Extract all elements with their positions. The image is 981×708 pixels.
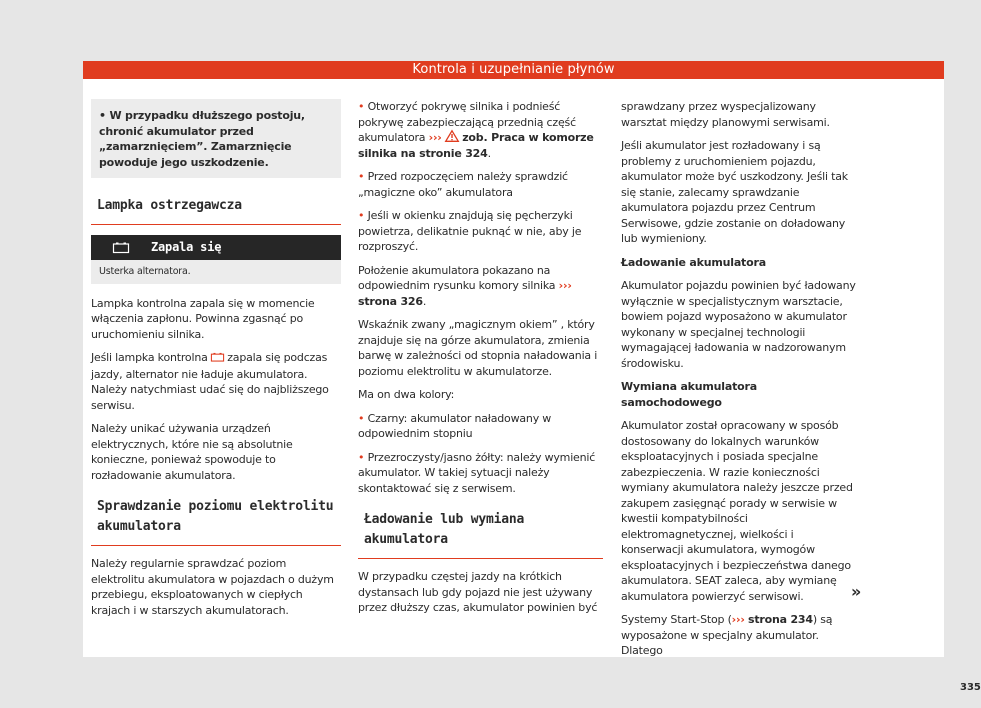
text: . [422,294,427,308]
paragraph: sprawdzany przez wyspecjalizowany warsztat między planowymi serwisami. [621,100,830,129]
paragraph [621,612,858,659]
reference-arrow: ››› [428,131,442,144]
page-number: 335 [960,682,981,693]
text: Jeśli lampka kontrolna [91,351,208,364]
column-3 [621,99,858,667]
continue-arrow: » [851,582,862,601]
paragraph: Lampka kontrolna zapala się w momencie włączenia zapłonu. Powinna zgasnąć po uruchomieniu silnika. [91,296,315,341]
notice-box [91,99,341,178]
paragraph: Akumulator pojazdu powinien być ładowany wyłącznie w specjalistycznym warsztacie, bowiem pojazd wyposażono w akumulator wykonany w specjalnej technologii wymagającej ładowania w nadzorowanym środowisku. [621,279,856,370]
text: Położenie akumulatora pokazano na odpowiednim rysunku komory silnika [358,263,556,292]
subheading-replacement: Wymiana akumulatora samochodowego [621,380,757,409]
text: zapala się podczas jazdy, alternator nie ładuje akumulatora. Należy natychmiast udać się do najbliższego serwisu. [91,351,329,412]
paragraph: Akumulator został opracowany w sposób dostosowany do lokalnych warunków eksploatacyjnych i posiada specjalne zabezpieczenia. W razie konieczności wymiany akumulatora należy jeszcze przed zakupem zasięgnąć porady w serwisie w kwestii kompatybilności elektromagnetycznej, wielkości i konserwacji akumulatora, wymogów eksploatacyjnych i bezpieczeństwa danego akumulatora. SEAT zaleca, aby wymianę akumulatora powierzyć serwisowi. [621,419,853,603]
page-reference-link[interactable]: strona 326 [358,294,423,308]
warning-triangle-icon [445,130,459,142]
notice-text: • W przypadku dłuższego postoju, chronić akumulator przed „zamarznięciem”. Zamarznięcie powoduje jego uszkodzenie. [99,108,333,170]
battery-icon [211,351,224,367]
text: Systemy Start-Stop ( [621,613,732,626]
text: Otworzyć pokrywę silnika i podnieść pokrywę zabezpieczającą przednią część akumulatora [358,100,576,144]
heading-electrolyte-level: Sprawdzanie poziomu elektrolitu akumulatora [91,497,341,546]
column-1 [91,99,341,626]
page-reference-link[interactable]: zob. Praca w komorze silnika na stronie 324 [358,131,594,160]
paragraph [358,263,603,310]
heading-charging-replacement: Ładowanie lub wymiana akumulatora [358,510,603,559]
page-header: Kontrola i uzupełnianie płynów [83,61,944,79]
lamp-table-header [91,235,341,260]
heading-warning-lamp: Lampka ostrzegawcza [91,196,341,225]
paragraph [91,350,341,413]
paragraph: Wskaźnik zwany „magicznym okiem” , który znajduje się na górze akumulatora, zmienia barwę w zależności od stopnia naładowania i poziomu elektrolitu w akumulatorze. [358,318,598,378]
text: . [487,146,491,160]
paragraph: Należy regularnie sprawdzać poziom elektrolitu akumulatora w pojazdach o dużym przebiegu, eksploatowanych w ciepłych krajach i w starszych akumulatorach. [91,557,334,617]
paragraph: Należy unikać używania urządzeń elektrycznych, które nie są absolutnie konieczne, ponieważ spowoduje to rozładowanie akumulatora. [91,422,293,482]
battery-icon [91,242,151,253]
subheading-charging: Ładowanie akumulatora [621,255,766,269]
bullet-item [358,99,603,161]
reference-arrow: ››› [731,613,745,626]
bullet-item: • Jeśli w okienku znajdują się pęcherzyki powietrza, delikatnie puknąć w nie, aby je rozproszyć. [358,208,603,255]
bullet-item: • Czarny: akumulator naładowany w odpowiednim stopniu [358,411,603,442]
reference-arrow: ››› [558,279,572,292]
paragraph: Jeśli akumulator jest rozładowany i są problemy z uruchomieniem pojazdu, akumulator może być uszkodzony. Jeśli tak się stanie, zalecamy sprawdzanie akumulatora pojazdu przez Centrum Serwisowe, gdzie zostanie on doładowany lub wymieniony. [621,139,848,245]
lamp-description: Usterka alternatora. [91,260,341,284]
paragraph: Ma on dwa kolory: [358,388,455,401]
column-2 [358,99,603,624]
text: ) są wyposażone w specjalny akumulator. Dlatego [621,613,833,657]
lamp-title: Zapala się [151,239,222,254]
page-reference-link[interactable]: strona 234 [747,613,813,626]
paragraph: W przypadku częstej jazdy na krótkich dystansach lub gdy pojazd nie jest używany przez dłuższy czas, akumulator powinien być [358,570,598,614]
bullet-item: • Przezroczysty/jasno żółty: należy wymienić akumulator. W takiej sytuacji należy skontaktować się z serwisem. [358,450,603,497]
bullet-item: • Przed rozpoczęciem należy sprawdzić „magiczne oko” akumulatora [358,169,603,200]
manual-page [83,61,981,693]
